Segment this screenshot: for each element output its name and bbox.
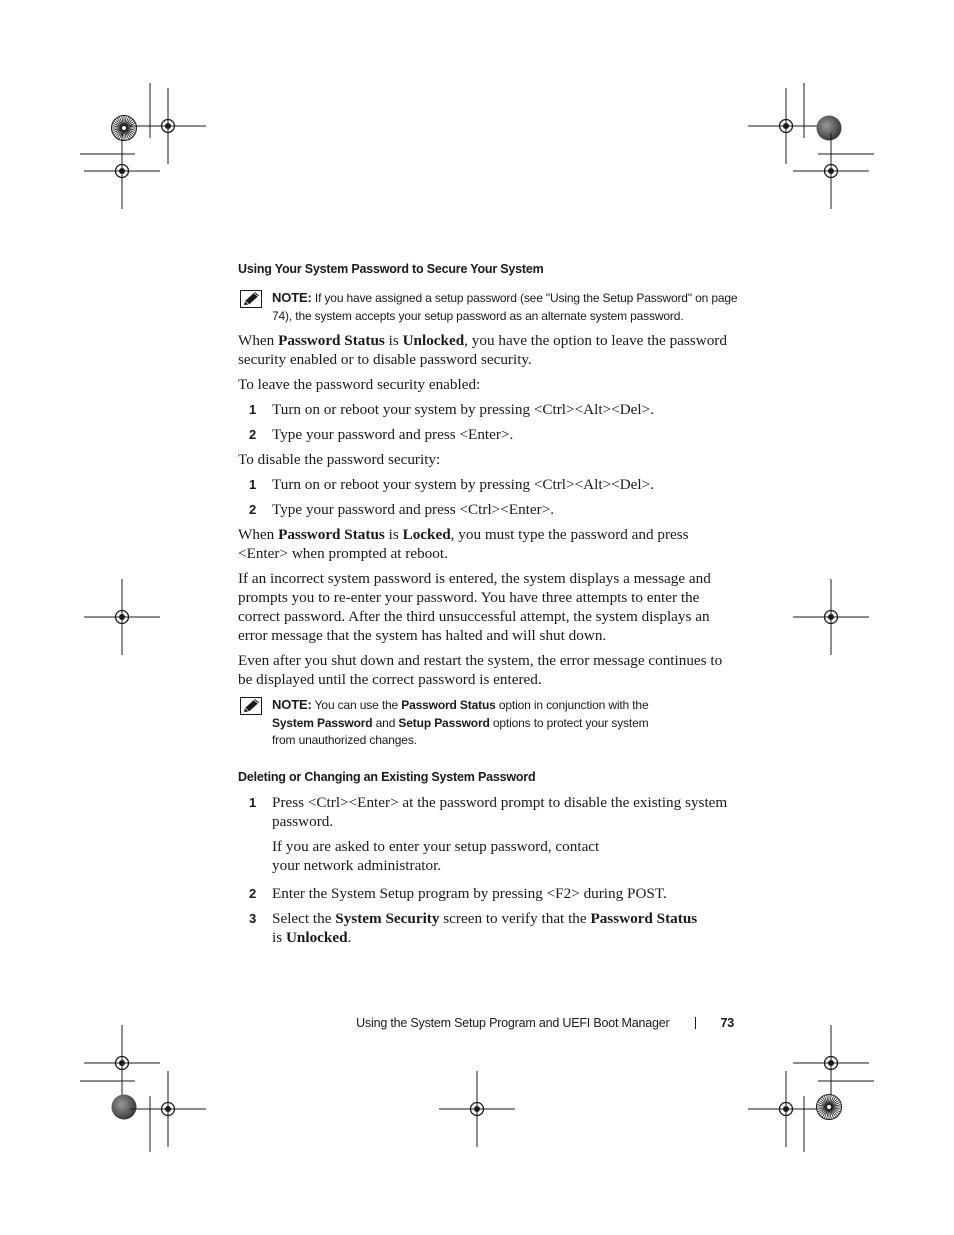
list-item <box>238 500 738 519</box>
list-item <box>238 793 738 875</box>
step-text: . <box>347 928 352 946</box>
para-text: , you have the option to leave the password security enabled or to disable password security. <box>238 332 727 368</box>
step-subtext: If you are asked to enter your setup password, contact your network administrator. <box>272 837 600 874</box>
disable-intro: To disable the password security: <box>238 451 441 468</box>
step-text: Type your password and press <Enter>. <box>272 426 514 443</box>
para-text: is <box>384 332 403 349</box>
step-number: 2 <box>249 885 257 901</box>
para-text: is <box>384 526 403 543</box>
note-pencil-icon <box>240 697 262 715</box>
step-text: screen to verify that the <box>439 909 591 927</box>
para-incorrect-password: If an incorrect system password is entered, the system displays a message and prompts you to re-enter your password. You have three attempts to enter the correct password. After the third unsuccessful attempt, the system displays an error message that the system has halted and will shut down. <box>238 570 711 644</box>
step-number: 1 <box>249 477 257 492</box>
para-text: When <box>238 526 279 543</box>
section-heading-deleting-password: Deleting or Changing an Existing System Password <box>238 769 536 784</box>
section-heading-using-password: Using Your System Password to Secure Your System <box>238 262 544 276</box>
note-setup-password <box>238 289 738 325</box>
page-content <box>238 258 738 947</box>
step-text: Enter the System Setup program by pressing <F2> during POST. <box>272 884 667 902</box>
term-password-status: Password Status <box>278 526 385 543</box>
list-item <box>238 909 738 947</box>
para-error-message: Even after you shut down and restart the system, the error message continues to be displayed until the correct password is entered. <box>238 652 723 688</box>
note-pencil-icon <box>240 290 262 308</box>
list-item <box>238 425 738 444</box>
step-number: 2 <box>249 502 257 517</box>
list-item <box>238 475 738 494</box>
term-password-status: Password Status <box>590 909 698 927</box>
step-number: 3 <box>249 910 257 926</box>
para-locked <box>238 525 738 563</box>
term-system-security: System Security <box>335 909 440 927</box>
note-text: You can use the <box>311 698 402 712</box>
term-unlocked: Unlocked <box>285 928 348 946</box>
list-item <box>238 400 738 419</box>
step-text: Turn on or reboot your system by pressing <Ctrl><Alt><Del>. <box>272 401 654 418</box>
note-label: NOTE: <box>272 290 312 305</box>
step-number: 2 <box>249 427 257 442</box>
para-text: When <box>238 332 279 349</box>
step-text: Press <Ctrl><Enter> at the password prompt to disable the existing system password. <box>272 793 728 830</box>
disable-steps-list <box>238 475 738 519</box>
step-text: Select the <box>272 909 336 927</box>
para-text: , you must type the password and press <Enter> when prompted at reboot. <box>238 526 689 562</box>
step-text: is <box>272 928 286 946</box>
step-number: 1 <box>249 794 257 810</box>
note-label: NOTE: <box>272 697 312 712</box>
note-text: If you have assigned a setup password (see "Using the Setup Password" on page 74), the system accepts your setup password as an alternate system password. <box>272 291 738 323</box>
note-text: option in conjunction with the <box>495 698 649 712</box>
leave-steps-list <box>238 400 738 444</box>
para-unlocked <box>238 331 738 369</box>
step-text: Turn on or reboot your system by pressing <Ctrl><Alt><Del>. <box>272 476 654 493</box>
term-setup-password: Setup Password <box>398 715 490 730</box>
page-footer <box>356 1016 734 1030</box>
step-text: Type your password and press <Ctrl><Enter>. <box>272 501 555 518</box>
term-system-password: System Password <box>272 715 373 730</box>
note-text: options to protect your system from unauthorized changes. <box>272 715 649 747</box>
footer-separator <box>695 1017 696 1029</box>
term-password-status: Password Status <box>401 698 496 712</box>
term-unlocked: Unlocked <box>402 332 465 349</box>
note-text: and <box>372 715 399 730</box>
term-password-status: Password Status <box>278 332 385 349</box>
note-password-status <box>238 696 738 750</box>
term-locked: Locked <box>402 526 451 543</box>
page-number: 73 <box>720 1016 734 1030</box>
list-item <box>238 884 738 903</box>
step-number: 1 <box>249 402 257 417</box>
leave-intro: To leave the password security enabled: <box>238 376 481 393</box>
footer-title: Using the System Setup Program and UEFI Boot Manager <box>356 1016 670 1030</box>
